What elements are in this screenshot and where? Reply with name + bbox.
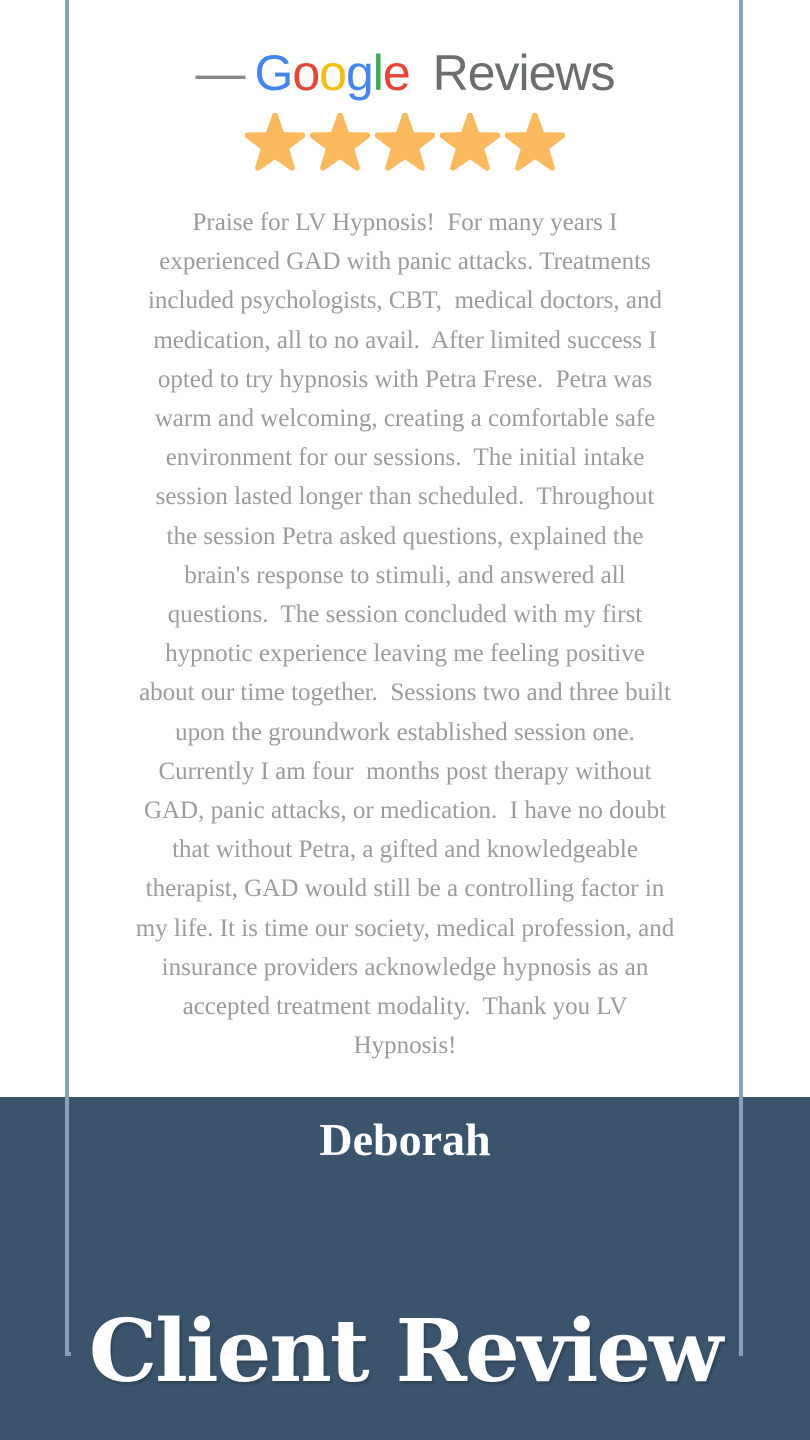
star-icon [440, 113, 500, 171]
star-icon [375, 113, 435, 171]
review-line: therapist, GAD would still be a controlling factor in [145, 875, 665, 903]
review-line: environment for our sessions. The initial intake [165, 444, 645, 472]
review-line: Hypnosis! [353, 1032, 457, 1060]
review-line: warm and welcoming, creating a comfortable safe [154, 405, 656, 433]
review-line: GAD, panic attacks, or medication. I have no doubt [143, 797, 667, 825]
review-line: Currently I am four months post therapy without [158, 757, 652, 785]
google-logo-letter: o [292, 45, 320, 101]
review-line: the session Petra asked questions, explained the [166, 522, 644, 550]
review-line: accepted treatment modality. Thank you LV [182, 993, 628, 1021]
review-line: included psychologists, CBT, medical doctors, and [147, 287, 663, 315]
client-review-title: Client Review [71, 1294, 739, 1410]
star-icon [505, 113, 565, 171]
reviewer-name: Deborah [319, 1114, 491, 1165]
google-logo-letter: G [254, 45, 293, 101]
google-logo [254, 44, 409, 102]
star-icon [310, 113, 370, 171]
review-line: opted to try hypnosis with Petra Frese. Petra was [157, 365, 653, 393]
google-logo-letter: g [345, 45, 373, 101]
google-logo-letter: l [372, 45, 383, 101]
star-icon [245, 113, 305, 171]
review-line: my life. It is time our society, medical profession, and [135, 914, 675, 942]
review-line: that without Petra, a gifted and knowledgeable [172, 836, 638, 864]
review-line: session lasted longer than scheduled. Throughout [155, 483, 655, 511]
google-reviews-attribution [0, 38, 810, 108]
star-rating [0, 112, 810, 172]
review-line: insurance providers acknowledge hypnosis as an [161, 953, 649, 981]
review-line: medication, all to no avail. After limited success I [153, 326, 657, 354]
google-logo-letter: e [382, 45, 410, 101]
review-line: upon the groundwork established session one. [175, 718, 635, 746]
attribution-dash: — [195, 45, 245, 101]
review-text [55, 203, 755, 1065]
google-logo-letter: o [319, 45, 346, 101]
review-line: hypnotic experience leaving me feeling positive [165, 640, 645, 668]
review-line: brain's response to stimuli, and answered all [184, 561, 626, 589]
review-line: Praise for LV Hypnosis! For many years I [192, 209, 618, 236]
google-reviews-label: Reviews [419, 45, 615, 101]
review-line: questions. The session concluded with my first [167, 601, 643, 629]
review-line: experienced GAD with panic attacks. Treatments [159, 248, 651, 276]
review-line: about our time together. Sessions two and three built [139, 679, 671, 707]
